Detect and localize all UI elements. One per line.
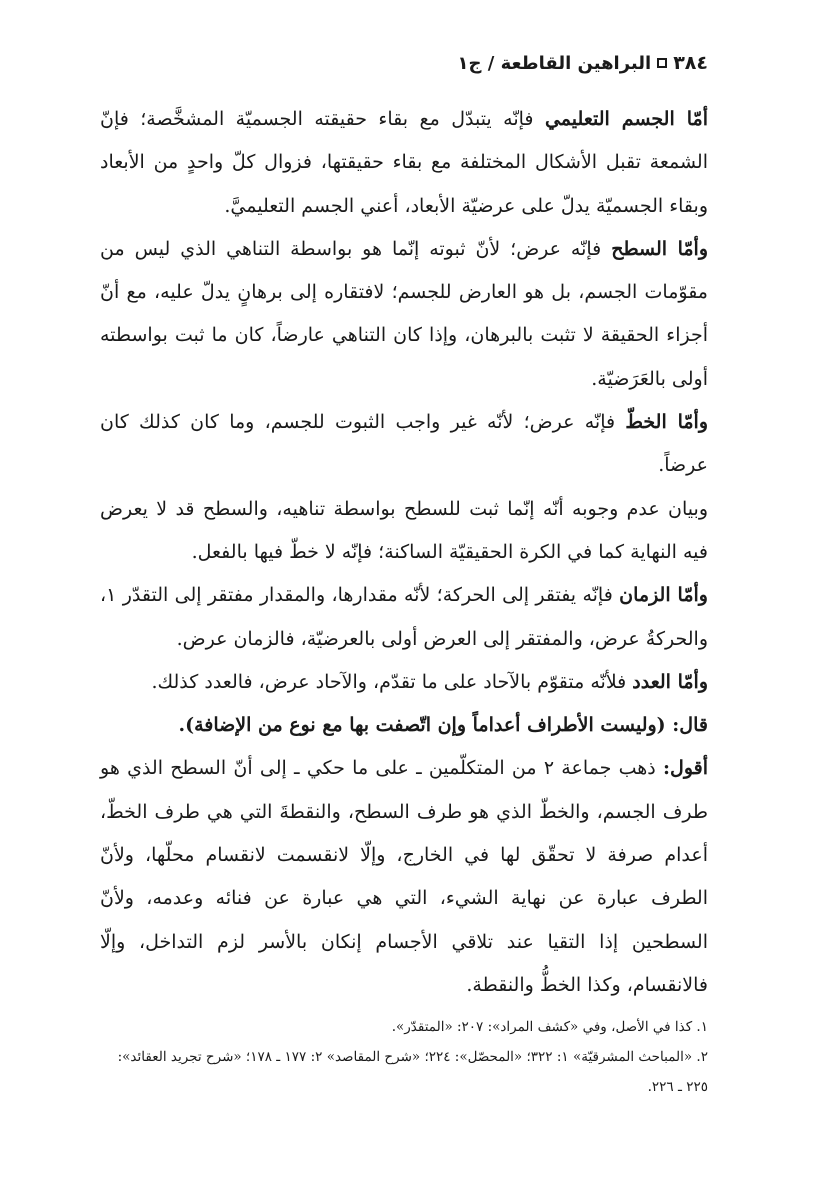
- paragraph-lead: وأمّا العدد: [632, 670, 708, 693]
- paragraph-lead: أقول:: [663, 757, 708, 780]
- paragraph-text: فإنّه عرض؛ لأنّه غير واجب الثبوت للجسم، وما كان كذلك كان عرضاً.: [100, 411, 708, 477]
- paragraph-text: فإنّه يتبدّل مع بقاء حقيقته الجسميّة المشخَّصة؛ فإنّ الشمعة تقبل الأشكال المختلفة مع بقاء حقيقتها، فزوال كلّ واحدٍ من الأبعاد وبقاء الجسميّة يدلّ على عرضيّة الأبعاد، أعني الجسم التعليميَّ.: [100, 108, 708, 217]
- paragraph-text: فإنّه يفتقر إلى الحركة؛ لأنّه مقدارها، والمقدار مفتقر إلى التقدّر ١، والحركةُ عرض، والمفتقر إلى العرض أولى بالعرضيّة، فالزمان عرض.: [100, 584, 708, 650]
- paragraph: [100, 574, 708, 661]
- paragraph: [100, 488, 708, 575]
- paragraph: [100, 661, 708, 704]
- running-title: البراهين القاطعة / ج١: [457, 52, 652, 74]
- paragraph: [100, 98, 708, 228]
- paragraph-text: وبيان عدم وجوبه أنّه إنّما ثبت للسطح بواسطة تناهيه، والسطح قد لا يعرض فيه النهاية كما في الكرة الحقيقيّة الساكنة؛ فإنّه لا خطّ فيها بالفعل.: [100, 497, 708, 563]
- paragraph-text: فلأنّه متقوّم بالآحاد على ما تقدّم، والآحاد عرض، فالعدد كذلك.: [151, 670, 633, 693]
- paragraph-lead: وأمّا الزمان: [619, 584, 708, 607]
- paragraph-lead: وأمّا الخطّ: [625, 411, 708, 434]
- paragraph-lead: قال:: [672, 714, 708, 737]
- page-number: ٣٨٤: [673, 52, 708, 74]
- paragraph: [100, 228, 708, 401]
- footnotes: [100, 1012, 708, 1102]
- main-text: [100, 98, 708, 1007]
- footnote: ٢. «المباحث المشرقيّة» ١: ٣٢٢؛ «المحصّل»: ٢٢٤؛ «شرح المقاصد» ٢: ١٧٧ ـ ١٧٨؛ «شرح تجريد العقائد»: ٢٢٥ ـ ٢٢٦.: [117, 1049, 708, 1095]
- paragraph-text: فإنّه عرض؛ لأنّ ثبوته إنّما هو بواسطة التناهي الذي ليس من مقوّمات الجسم، بل هو العارض للجسم؛ لافتقاره إلى برهانٍ يدلّ عليه، مع أنّ أجزاء الحقيقة لا تثبت بالبرهان، وإذا كان التناهي عارضاً، كان ما ثبت بواسطته أولى بالعَرَضيّة.: [100, 237, 708, 390]
- page-header: [100, 52, 708, 74]
- quote-paragraph: [100, 704, 708, 747]
- paragraph-text: ذهب جماعة ٢ من المتكلّمين ـ على ما حكي ـ إلى أنّ السطح الذي هو طرف الجسم، والخطّ الذي هو طرف السطح، والنقطةَ التي هي طرف الخطّ، أعدام صرفة لا تحقّق لها في الخارج، وإلّا لانقسمت لانقسام محلّها، ولأنّ الطرف عبارة عن نهاية الشيء، التي هي عبارة عن فنائه وعدمه، ولأنّ السطحين إذا التقيا عند تلاقي الأجسام إنكان بالأسر لزم التداخل، وإلّا فالانقسام، وكذا الخطُّ والنقطة.: [100, 757, 708, 996]
- paragraph: [100, 401, 708, 488]
- footnote: ١. كذا في الأصل، وفي «كشف المراد»: ٢٠٧: «المتقدّر».: [391, 1019, 708, 1035]
- paragraph: [100, 747, 708, 1007]
- paragraph-lead: وأمّا السطح: [611, 237, 708, 260]
- square-separator-icon: [657, 58, 667, 68]
- paragraph-text: (وليست الأطراف أعداماً وإن اتّصفت بها مع نوع من الإضافة).: [178, 714, 673, 737]
- paragraph-lead: أمّا الجسم التعليمي: [544, 108, 708, 130]
